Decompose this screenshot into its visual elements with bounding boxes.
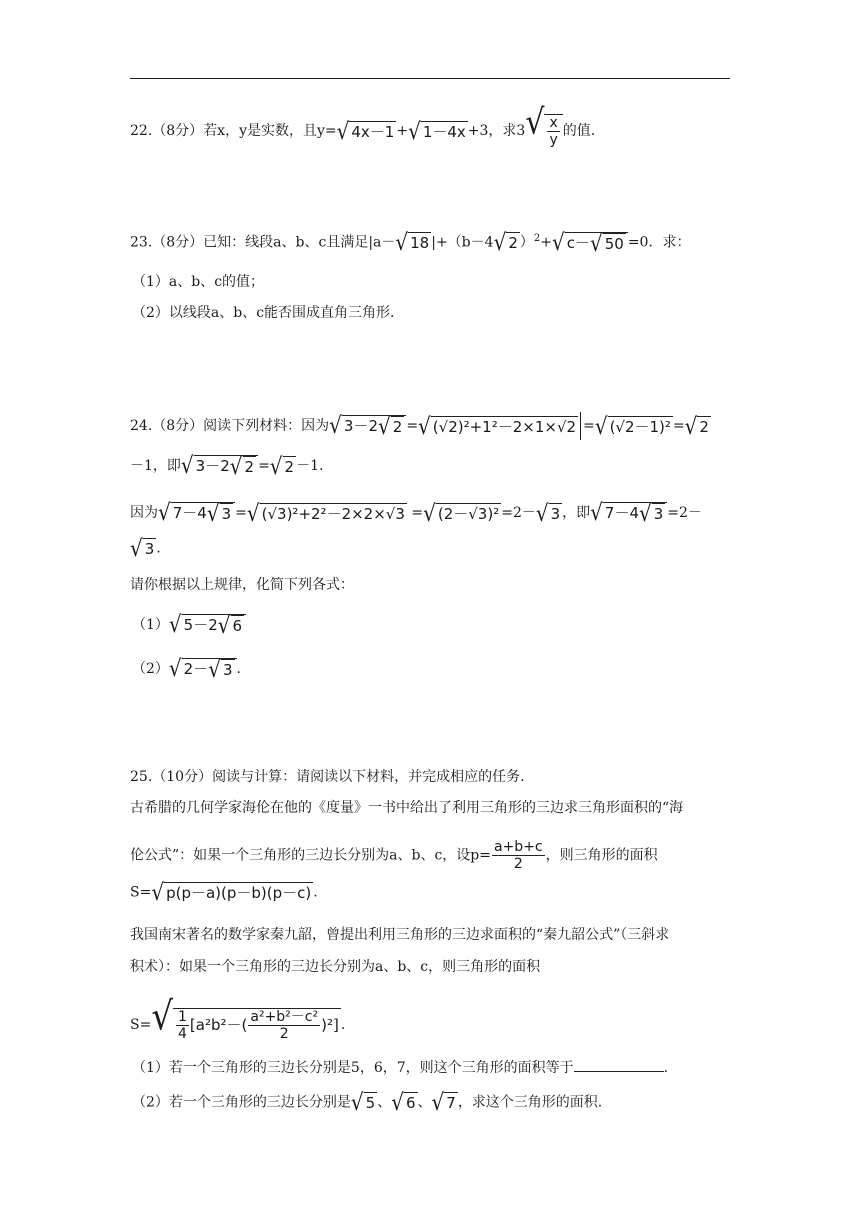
radicand: 1－4x — [422, 122, 466, 141]
q24-lead: 24.（8分）阅读下列材料：因为 — [130, 418, 330, 434]
q25-sub-2: （2）若一个三角形的三边长分别是 √ 5 、 √ 6 、 √ 7 ，求这个三角形的面积. — [132, 1088, 603, 1116]
q22-lead: 22.（8分）若x，y是实数，且y= — [130, 123, 337, 139]
radical: √ 3－2 √ 2 — [181, 455, 258, 477]
question-24-line-1: 24.（8分）阅读下列材料：因为 √ 3－2 √ 2 = √ (√2)²+1²－2×1×√2 = √ (√2－1)² = √ 2 — [130, 411, 709, 440]
q23-tail: =0．求： — [627, 234, 691, 251]
radical: √ 18 — [395, 228, 430, 256]
q25-para-1b: 伦公式”：如果一个三角形的三边长分别为a、b、c，设p= $\frac{a+b+c}{2}$ ，则三角形的面积 — [130, 839, 658, 872]
divider — [580, 412, 581, 440]
qin-formula: S= √ $\frac{1}{4}$ [a²b²－( $\frac{\text{a²+b²－c²}}{2}$ )²] . — [130, 993, 346, 1042]
radical: √ (√3)²+2²－2×2×√3 — [246, 498, 405, 527]
q24-sub-1: （1） √ 5－2 √ 6 — [132, 614, 246, 636]
fraction: $\frac{\text{a²+b²－c²}}{2}$ — [250, 1009, 319, 1042]
fraction: $\frac{x}{y}$ — [549, 115, 558, 148]
radical: √ $\frac{1}{4}$ [a²b²－( $\frac{\text{a²+b²－c²}}{2}$ )²] — [151, 993, 339, 1042]
radical: √ 5 — [350, 1088, 376, 1116]
fraction: $\frac{a+b+c}{2}$ — [494, 839, 543, 872]
question-25-lead: 25.（10分）阅读与计算：请阅读以下材料，并完成相应的任务. — [130, 769, 525, 785]
question-23: 23.（8分）已知：线段a、b、c且满足|a－ √ 18 |+（b－4 √ 2 ）$^2$+ √ c－ √ 50 =0．求： — [130, 227, 691, 257]
radical: √ (√2)²+1²－2×1×√2 — [418, 411, 577, 440]
radical: √ 2 — [684, 411, 709, 440]
question-24-line-2: －1，即 √ 3－2 √ 2 = √ 2 －1. — [130, 451, 324, 480]
radicand: 4x－1 — [351, 122, 395, 141]
q23-sub-2: （2）以线段a、b、c能否围成直角三角形. — [132, 305, 395, 321]
q23-lead: 23.（8分）已知：线段a、b、c且满足|a－ — [130, 234, 396, 251]
header-rule — [130, 78, 730, 79]
radical: √ 5－2 √ 6 — [169, 614, 246, 636]
q22-tail: 的值. — [562, 123, 596, 139]
radical: √ (2－√3)² — [423, 498, 500, 527]
radical: √ 2 — [269, 451, 295, 480]
radical: √ (√2－1)² — [594, 411, 671, 440]
answer-blank — [574, 1057, 664, 1072]
q25-sub-1: （1）若一个三角形的三边长分别是5，6，7，则这个三角形的面积等于 . — [132, 1057, 668, 1078]
fraction: $\frac{1}{4}$ — [178, 1009, 187, 1042]
radical: √ 2 — [493, 228, 518, 256]
question-24-line-3: 因为 √ 7－4 √ 3 = √ (√3)²+2²－2×2×√3 = √ (2－√3)² =2－ √ 3 ，即 √ 7－4 √ 3 =2－ — [130, 498, 702, 527]
radical: √ 6 — [391, 1088, 416, 1116]
radical: √ 3－2 √ 2 — [329, 415, 406, 437]
q25-para-2a: 我国南宋著名的数学家秦九韶，曾提出利用三角形的三边求面积的“秦九韶公式”（三斜求 — [130, 927, 670, 943]
question-24-line-4: √ 3 . — [130, 534, 161, 562]
radical: √ 2－ √ 3 — [169, 658, 237, 680]
radical: √ p(p－a)(p－b)(p－c) — [151, 878, 312, 906]
q24-sub-2: （2） √ 2－ √ 3 . — [132, 654, 241, 683]
q22-plus: + — [396, 123, 409, 139]
q23-sub-1: （1）a、b、c的值； — [132, 274, 265, 290]
q24-instruction: 请你根据以上规律，化简下列各式： — [130, 577, 354, 593]
radical: √ 7－4 √ 3 — [158, 502, 235, 524]
radical: √ 4x－1 — [336, 116, 395, 145]
radical: √ 3 — [535, 498, 561, 527]
radical: √ 1－4x — [408, 116, 466, 145]
q25-para-2b: 积术）：如果一个三角形的三边长分别为a、b、c，则三角形的面积 — [130, 959, 541, 975]
q22-text: +3，求3 — [467, 123, 526, 139]
q23-text: |+（b－4 — [431, 234, 494, 251]
heron-formula: S= √ p(p－a)(p－b)(p－c) . — [130, 878, 318, 906]
radical: √ 7 — [431, 1088, 456, 1116]
radical: √ c－ √ 50 — [552, 232, 628, 254]
radical: √ 7－4 √ 3 — [590, 502, 667, 524]
q25-para-1a: 古希腊的几何学家海伦在他的《度量》一书中给出了利用三角形的三边求三角形面积的“海 — [130, 800, 684, 816]
radical: √ 3 — [130, 534, 155, 562]
radical: √ $\frac{x}{y}$ — [525, 114, 562, 148]
question-22 — [130, 102, 596, 148]
